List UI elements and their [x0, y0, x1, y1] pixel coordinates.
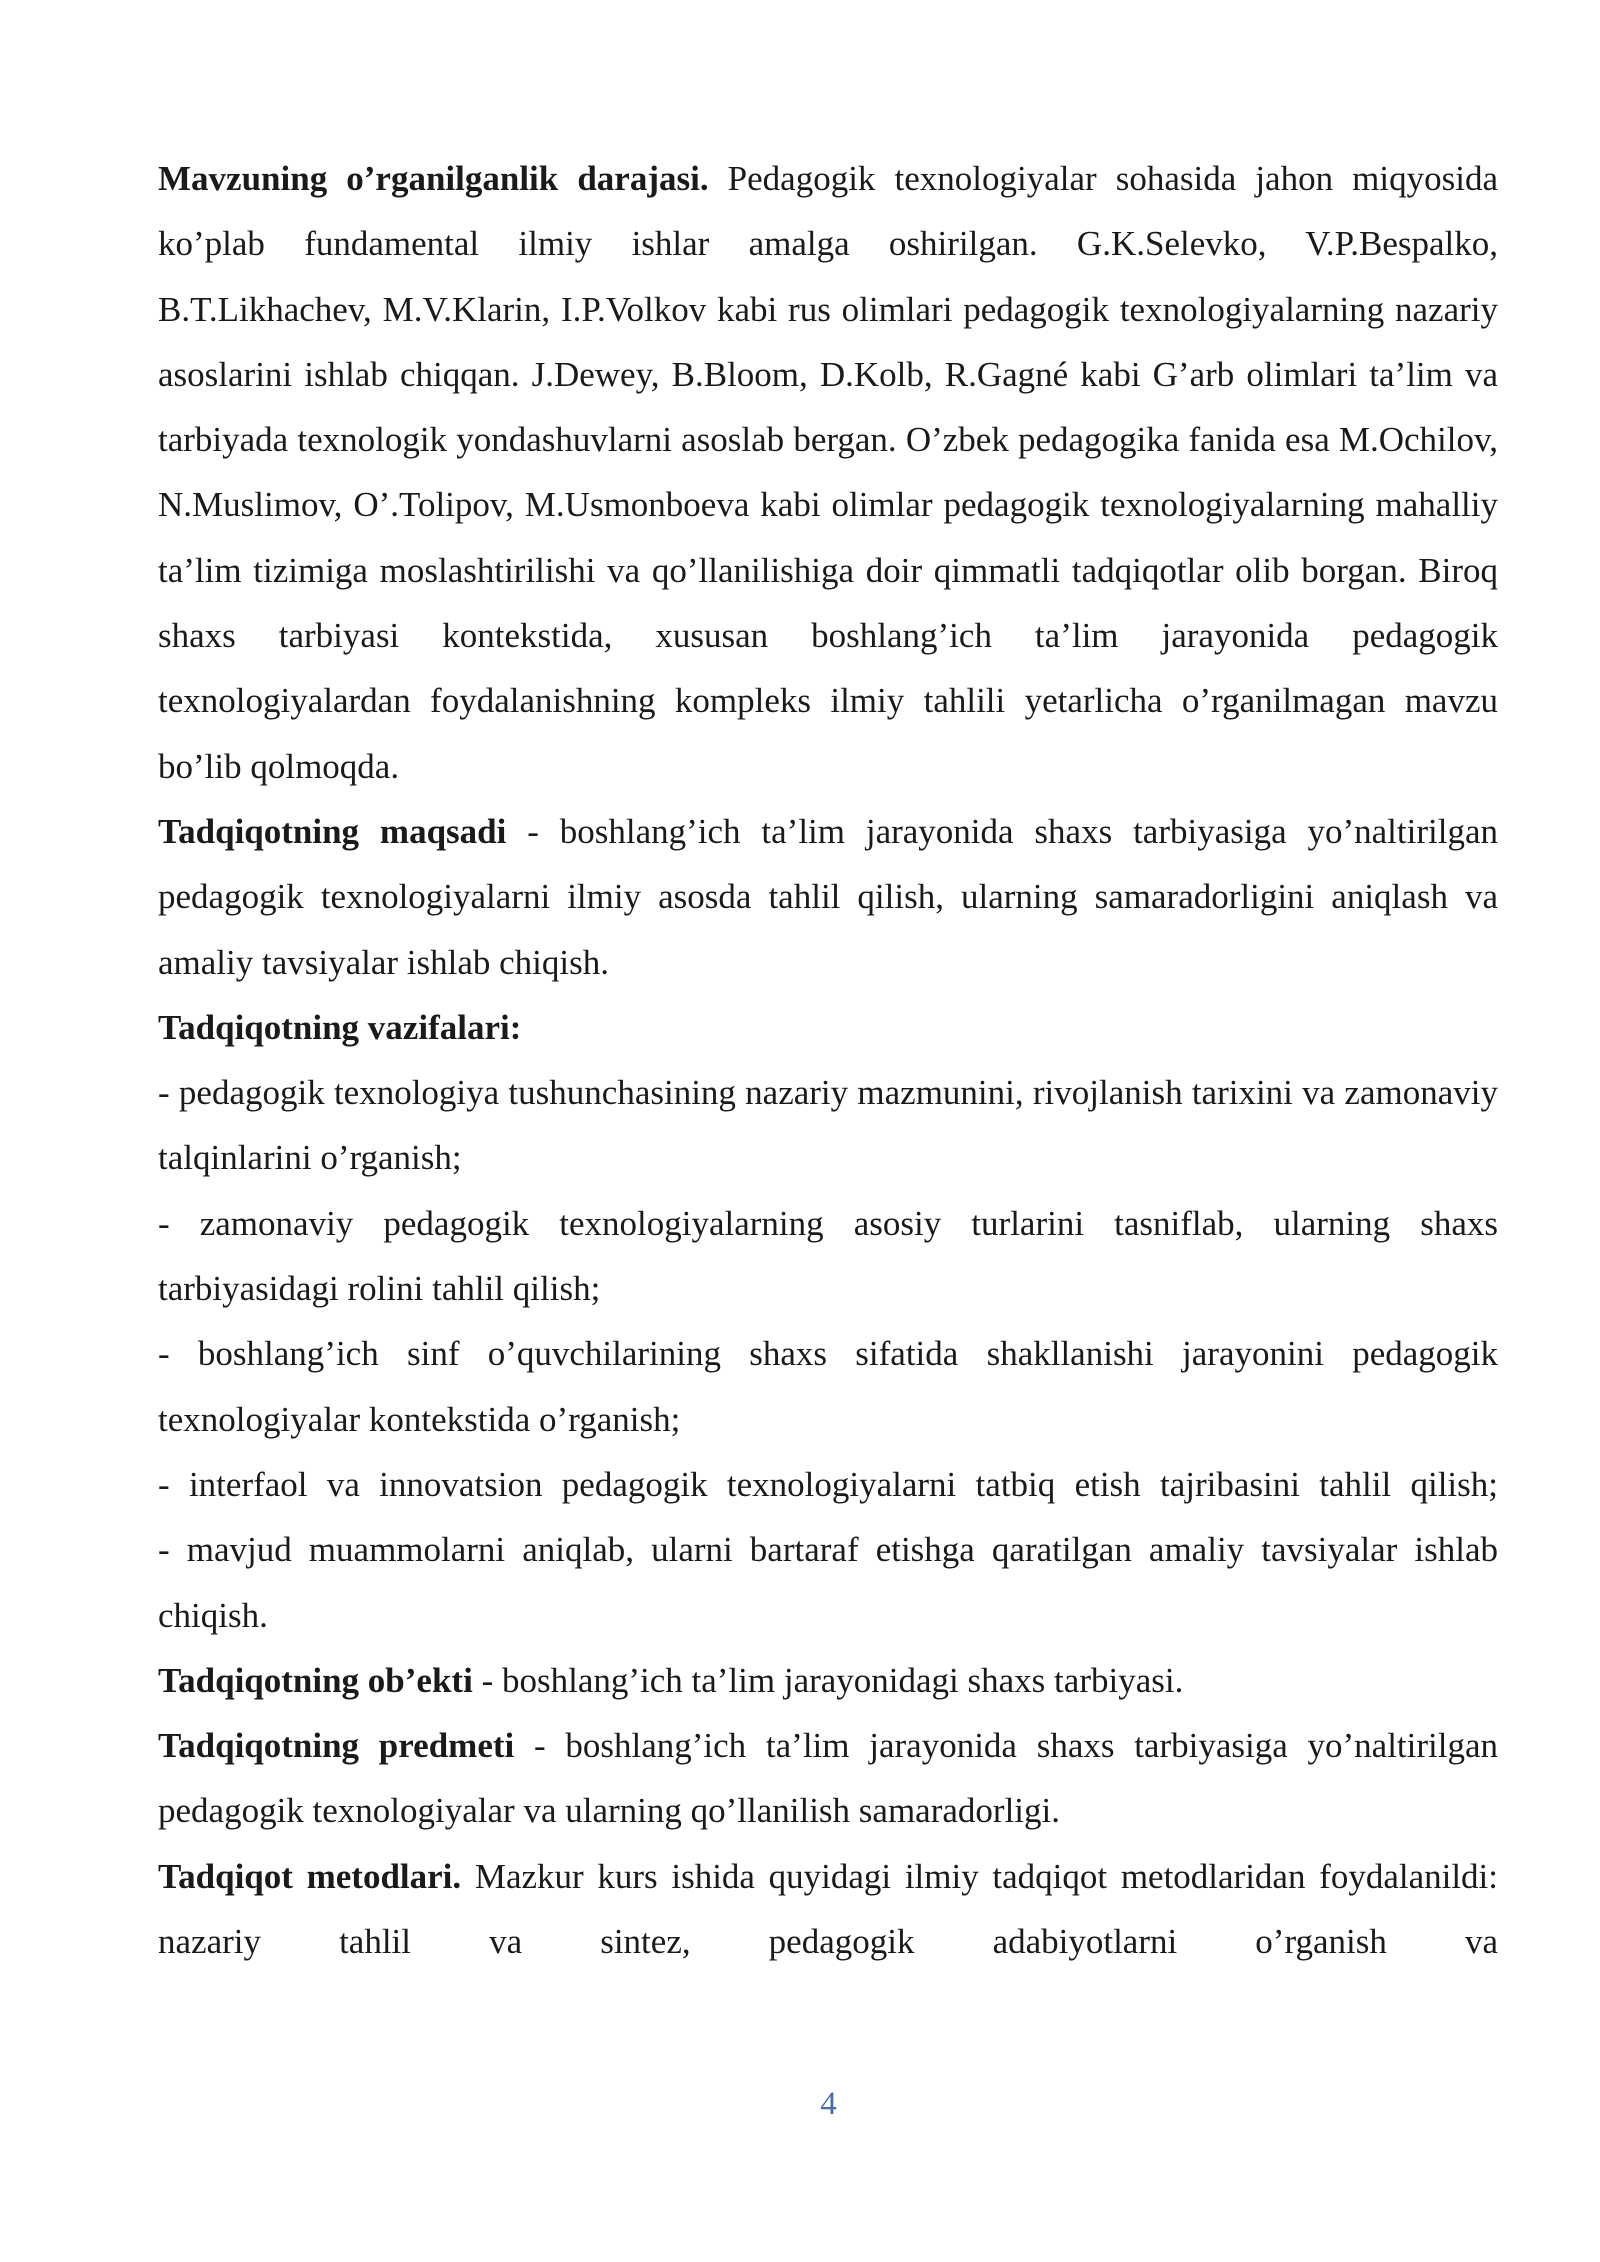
paragraph-research-goal: [158, 799, 1498, 995]
list-item-task-3: - boshlang’ich sinf o’quvchilarining shaxs sifatida shakllanishi jarayonini pedagogik texnologiyalar kontekstida o’rganish;: [158, 1334, 1498, 1439]
text-research-goal: - boshlang’ich ta’lim jarayonida shaxs tarbiyasiga yo’naltirilgan pedagogik texnologiyalarni ilmiy asosda tahlil qilish, ularning samaradorligini aniqlash va amaliy tavsiyalar ishlab chiqish.: [158, 811, 1498, 982]
list-item-task-2: - zamonaviy pedagogik texnologiyalarning asosiy turlarini tasniflab, ularning shaxs tarbiyasidagi rolini tahlil qilish;: [158, 1203, 1498, 1309]
text-research-object: - boshlang’ich ta’lim jarayonidagi shaxs tarbiyasi.: [472, 1660, 1184, 1700]
text-research-methods: Mazkur kurs ishida quyidagi ilmiy tadqiqot metodlaridan foydalanildi: nazariy tahlil va sintez, pedagogik adabiyotlarni o’rganish va: [158, 1856, 1499, 1962]
text-research-degree: Pedagogik texnologiyalar sohasida jahon miqyosida ko’plab fundamental ilmiy ishlar amalga oshirilgan. G.K.Selevko, V.P.Bespalko, B.T.Likhachev, M.V.Klarin, I.P.Volkov kabi rus olimlari pedagogik texnologiyalarning nazariy asoslarini ishlab chiqqan. J.Dewey, B.Bloom, D.Kolb, R.Gagné kabi G’arb olimlari ta’lim va tarbiyada texnologik yondashuvlarni asoslab bergan. O’zbek pedagogika fanida esa M.Ochilov, N.Muslimov, O’.Tolipov, M.Usmonboeva kabi olimlar pedagogik texnologiyalarning mahalliy ta’lim tizimiga moslashtirilishi va qo’llanilishiga doir qimmatli tadqiqotlar olib borgan. Biroq shaxs tarbiyasi kontekstida, xususan boshlang’ich ta’lim jarayonida pedagogik texnologiyalardan foydalanishning kompleks ilmiy tahlili yetarlicha o’rganilmagan mavzu bo’lib qolmoqda.: [158, 159, 1498, 786]
paragraph-research-subject: [158, 1713, 1498, 1844]
heading-research-degree: Mavzuning o’rganilganlik darajasi.: [158, 159, 709, 198]
paragraph-research-object: [158, 1648, 1498, 1713]
document-page: [158, 146, 1498, 1974]
list-item-task-4: - interfaol va innovatsion pedagogik texnologiyalarni tatbiq etish tajribasini tahlil qilish;: [158, 1464, 1498, 1504]
heading-research-methods: Tadqiqot metodlari.: [158, 1856, 462, 1896]
list-item-task-5: - mavjud muammolarni aniqlab, ularni bartaraf etishga qaratilgan amaliy tavsiyalar ishlab chiqish.: [158, 1530, 1498, 1635]
page-number: 4: [820, 2086, 837, 2122]
heading-research-subject: Tadqiqotning predmeti: [158, 1726, 515, 1766]
text-research-subject: - boshlang’ich ta’lim jarayonida shaxs tarbiyasiga yo’naltirilgan pedagogik texnologiyalar va ularning qo’llanilish samaradorligi.: [158, 1726, 1499, 1831]
paragraph-research-methods: [158, 1844, 1498, 1975]
heading-research-object: Tadqiqotning ob’ekti: [158, 1660, 473, 1700]
heading-research-goal: Tadqiqotning maqsadi: [158, 811, 507, 851]
heading-research-tasks: Tadqiqotning vazifalari:: [158, 1007, 522, 1047]
paragraph-research-degree: [158, 146, 1498, 799]
list-item-task-1: - pedagogik texnologiya tushunchasining nazariy mazmunini, rivojlanish tarixini va zamonaviy talqinlarini o’rganish;: [158, 1073, 1498, 1178]
